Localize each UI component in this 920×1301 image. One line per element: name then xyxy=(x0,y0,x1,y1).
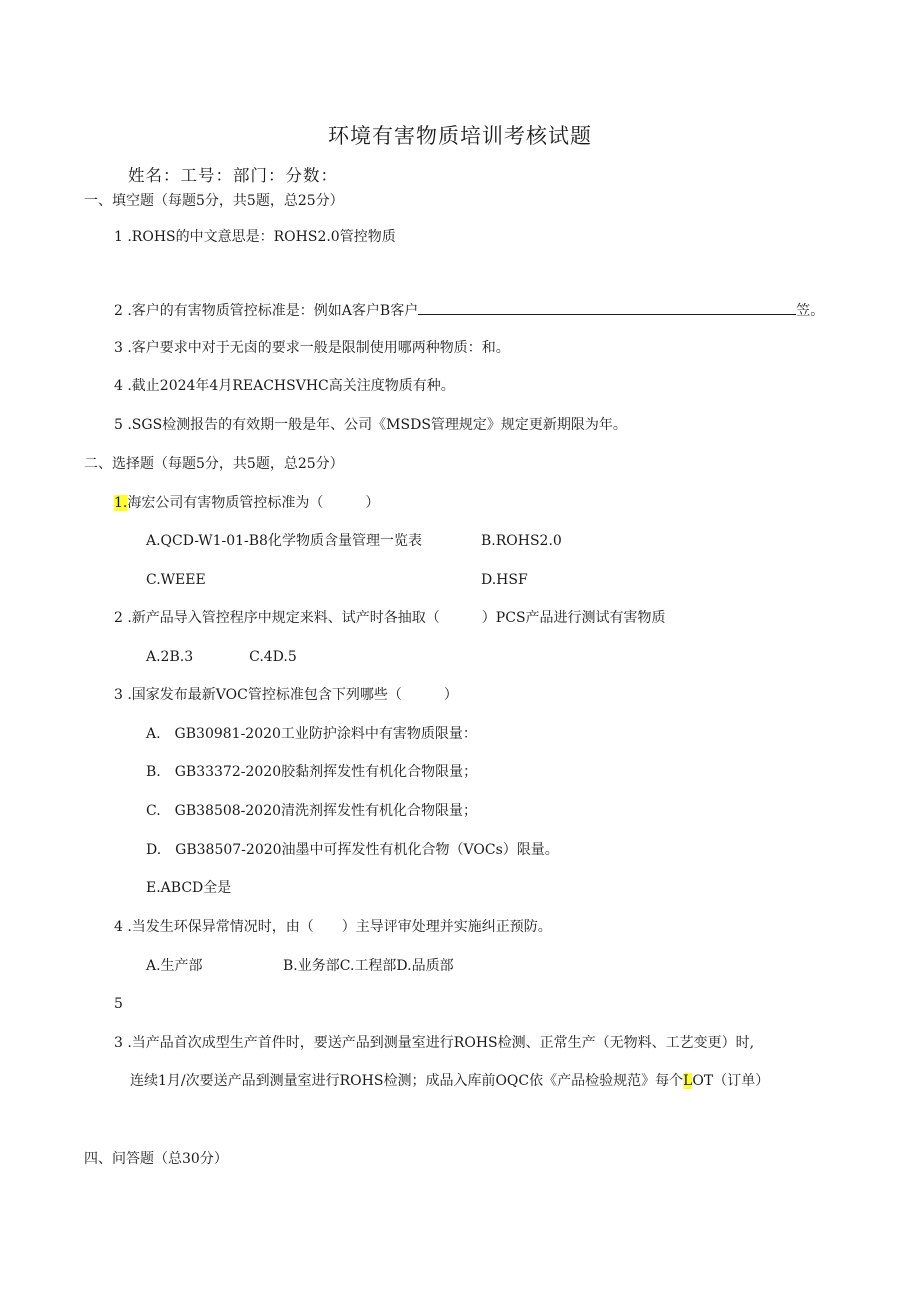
question-3-line-2-text: 连续1月/次要送产品到测量室进行ROHS检测；成品入库前OQC依《产品检验规范》每个 xyxy=(130,1073,684,1089)
fill-question-1: 1 .ROHS的中文意思是：ROHS2.0管控物质 xyxy=(114,229,396,245)
choice-q1-option-c: C.WEEE xyxy=(146,572,206,588)
choice-question-4: 4 .当发生环保异常情况时，由（ ）主导评审处理并实施纠正预防。 xyxy=(114,919,552,935)
candidate-info-line: 姓名：工号：部门：分数： xyxy=(128,166,338,185)
fill-question-2-end: 笠。 xyxy=(796,303,825,319)
section-fill-blank-heading: 一、填空题（每题5分，共5题，总25分） xyxy=(84,193,344,209)
choice-q1-option-d: D.HSF xyxy=(481,572,528,588)
choice-q1-option-a: A.QCD-W1-01-B8化学物质含量管理一览表 xyxy=(146,533,422,549)
section-choice-heading: 二、选择题（每题5分，共5题，总25分） xyxy=(84,456,344,472)
fill-question-2-text: 2 .客户的有害物质管控标准是：例如A客户B客户 xyxy=(114,303,419,319)
choice-q1-option-b: B.ROHS2.0 xyxy=(481,533,562,549)
choice-q3-option-b: B. GB33372-2020胶黏剂挥发性有机化合物限量； xyxy=(146,764,478,780)
section-qa-heading: 四、问答题（总30分） xyxy=(84,1151,228,1167)
choice-q3-option-a: A. GB30981-2020工业防护涂料中有害物质限量： xyxy=(146,726,477,742)
fill-question-3: 3 .客户要求中对于无卤的要求一般是限制使用哪两种物质：和。 xyxy=(114,340,510,356)
fill-question-4: 4 .截止2024年4月REACHSVHC高关注度物质有种。 xyxy=(114,378,455,394)
choice-q3-option-e: E.ABCD全是 xyxy=(146,880,232,896)
choice-question-3: 3 .国家发布最新VOC管控标准包含下列哪些（ ） xyxy=(114,687,458,703)
answer-blank xyxy=(418,300,796,315)
question-3-line-2 xyxy=(130,1072,769,1090)
choice-question-2: 2 .新产品导入管控程序中规定来料、试产时各抽取（ ）PCS产品进行测试有害物质 xyxy=(114,610,666,626)
choice-q2-options: A.2B.3 C.4D.5 xyxy=(146,649,297,665)
choice-q3-option-c: C. GB38508-2020清洗剂挥发性有机化合物限量； xyxy=(146,803,478,819)
document-title: 环境有害物质培训考核试题 xyxy=(328,124,592,148)
choice-q4-option-a: A.生产部 xyxy=(146,958,203,974)
choice-q4-options-bcd: B.业务部C.工程部D.品质部 xyxy=(283,958,454,974)
question-3-line-2-end: OT（订单） xyxy=(692,1073,770,1089)
choice-question-1-number: 1. xyxy=(114,495,128,511)
choice-question-1 xyxy=(114,494,379,512)
question-3-line-1: 3 .当产品首次成型生产首件时，要送产品到测量室进行ROHS检测、正常生产（无物料、工艺变更）时, xyxy=(114,1035,755,1051)
choice-question-1-text: 海宏公司有害物质管控标准为（ ） xyxy=(127,495,380,511)
fill-question-2 xyxy=(114,300,824,320)
choice-question-5: 5 xyxy=(114,996,123,1012)
highlighted-letter: L xyxy=(683,1073,693,1089)
choice-q3-option-d: D. GB38507-2020油墨中可挥发性有机化合物（VOCs）限量。 xyxy=(146,842,559,858)
fill-question-5: 5 .SGS检测报告的有效期一般是年、公司《MSDS管理规定》规定更新期限为年。 xyxy=(114,417,627,433)
